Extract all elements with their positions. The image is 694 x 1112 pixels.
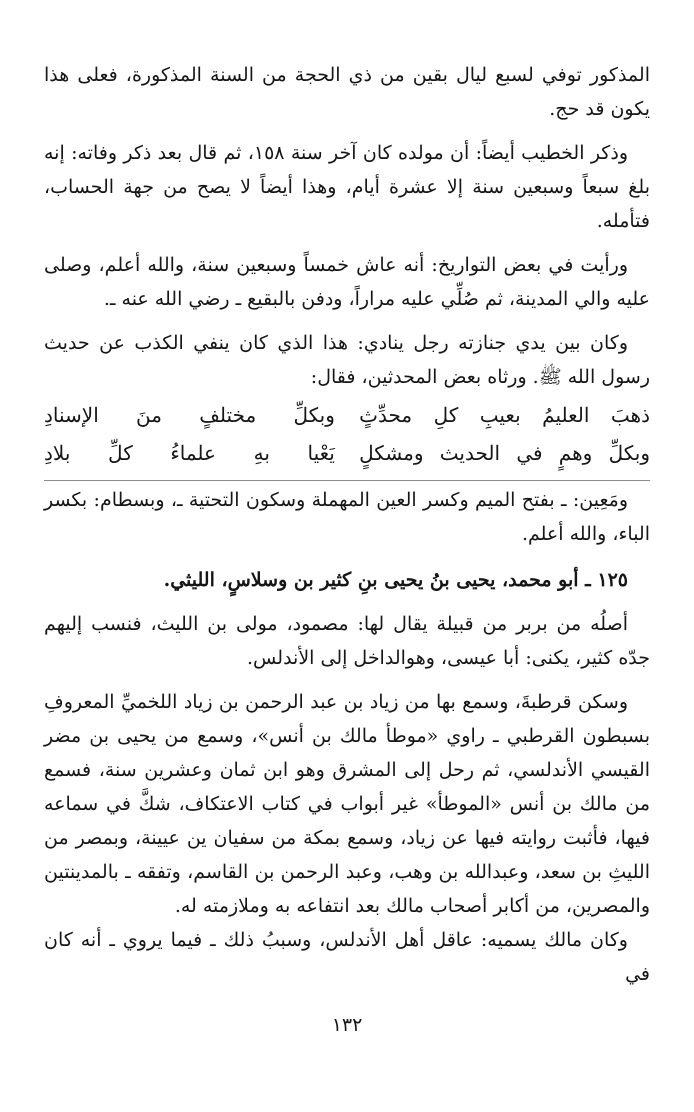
poem-hemistich-second: وبكلِّ مختلفٍ منَ الإسنادِ bbox=[44, 403, 335, 427]
paragraph-funeral: وكان بين يدي جنازته رجل ينادي: هذا الذي كان ينفي الكذب عن حديث رسول الله ﷺ. ورثاه بعض المحدثين، فقال: bbox=[44, 332, 650, 388]
poem-verse-2 bbox=[44, 434, 650, 472]
poem-verse-1 bbox=[44, 396, 650, 434]
paragraph-malik-nickname: وكان مالك يسميه: عاقل أهل الأندلس، وسببُ ذلك ـ فيما يروي ـ أنه كان في bbox=[44, 929, 650, 985]
section-divider bbox=[44, 480, 650, 481]
poem-hemistich-first: ذهبَ العليمُ بعيبِ كلِ محدِّثٍ bbox=[359, 403, 650, 427]
paragraph-pronunciation-note: ومَعِين: ـ بفتح الميم وكسر العين المهملة وسكون التحتية ـ، وبسطام: بكسر الباء، والله أعلم. bbox=[44, 489, 650, 545]
poem-hemistich-first: وبكلِّ وهمٍ في الحديث ومشكلٍ bbox=[359, 441, 650, 465]
page-body bbox=[44, 58, 650, 991]
paragraph-origin: أصلُه من بربر من قبيلة يقال لها: مصمود، مولى بن الليث، فنسب إليهم جدّه كثير، يكنى: أبا عيسى، وهوالداخل إلى الأندلس. bbox=[44, 613, 650, 669]
elegy-poem bbox=[44, 396, 650, 472]
page-number: ١٣٢ bbox=[331, 1014, 363, 1036]
paragraph-continuation: المذكور توفي لسبع ليال بقين من ذي الحجة من السنة المذكورة، فعلى هذا يكون قد حج. bbox=[44, 64, 650, 120]
entry-heading: ١٢٥ ـ أبو محمد، يحيى بنُ يحيى بنِ كثير بن وسلاسٍ، الليثي. bbox=[163, 569, 628, 591]
poem-hemistich-second: يَعْيا بهِ علماءُ كلِّ بلادِ bbox=[44, 441, 335, 465]
paragraph-studies: وسكن قرطبةَ، وسمع بها من زياد بن عبد الرحمن بن زياد اللخميِّ المعروفِ بسبطون القرطبي ـ راوي «موطأ مالك بن أنس»، وسمع من يحيى بن مضر القيسي الأندلسي، ثم رحل إلى المشرق وهو ابن ثمان وعشرين سنة، فسمع من مالك بن أنس «الموطأ» غير أبواب في كتاب الاعتكاف، شكَّ في سماعه فيها، فأثبت روايته فيها عن زياد، وسمع بمكة من سفيان ين عيينة، وبمصر من الليثِ بن سعد، وعبدالله بن وهب، وعبد الرحمن بن القاسم، وتفقه ـ بالمدينتين والمصرين، من أكابر أصحاب مالك بعد انتفاعه به وملازمته له. bbox=[44, 691, 650, 917]
paragraph-histories-note: ورأيت في بعض التواريخ: أنه عاش خمساً وسبعين سنة، والله أعلم، وصلى عليه والي المدينة، ثم صُلِّي عليه مراراً، ودفن بالبقيع ـ رضي الله عنه ـ. bbox=[44, 254, 650, 310]
paragraph-khatib-note: وذكر الخطيب أيضاً: أن مولده كان آخر سنة ١٥٨، ثم قال بعد ذكر وفاته: إنه بلغ سبعاً وسبعين سنة إلا عشرة أيام، وهذا أيضاً لا يصح من جهة الحساب، فتأمله. bbox=[44, 142, 650, 232]
